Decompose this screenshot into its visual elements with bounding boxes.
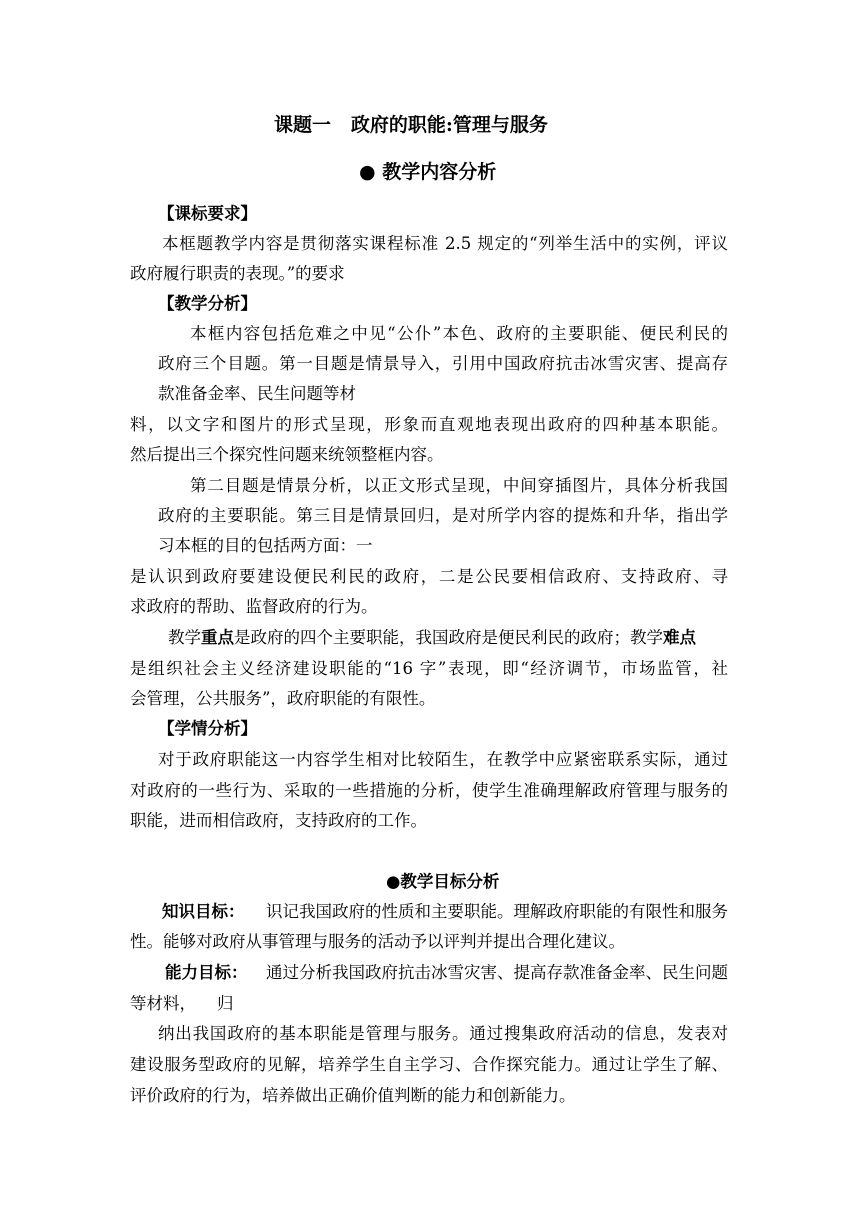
paragraph-line: 政府的主要职能。第三目是情景回归，是对所学内容的提炼和升华，指出学 [158, 506, 728, 525]
paragraph-line: 归 [217, 994, 234, 1013]
ability-objective-label: 能力目标： [165, 963, 248, 982]
paragraph-line: 会管理，公共服务”，政府职能的有限性。 [130, 689, 436, 708]
ability-objective-text: 通过分析我国政府抗击冰雪灾害、提高存款准备金率、民生问题 [266, 963, 728, 982]
paragraph-line: 对于政府职能这一内容学生相对比较陌生，在教学中应紧密联系实际，通过 [158, 750, 728, 769]
paragraph-line: 求政府的帮助、监督政府的行为。 [130, 597, 378, 616]
key-points-text: 是政府的四个主要职能，我国政府是便民利民的政府；教学 [234, 628, 663, 647]
key-points-emphasis: 重点 [201, 628, 234, 647]
paragraph-line: 对政府的一些行为、采取的一些措施的分析，使学生准确理解政府管理与服务的 [130, 781, 728, 800]
section-heading-objectives: ●教学目标分析 [386, 872, 500, 891]
knowledge-objective-line [162, 901, 728, 923]
paragraph-line: 料，以文字和图片的形式呈现，形象而直观地表现出政府的四种基本职能。 [130, 415, 728, 434]
paragraph-line: 第二目题是情景分析，以正文形式呈现，中间穿插图片，具体分析我国 [190, 476, 728, 495]
paragraph-line: 款准备金率、民生问题等材 [158, 384, 356, 403]
section-heading-content-analysis: ● 教学内容分析 [359, 161, 497, 183]
paragraph-line: 习本框的目的包括两方面：一 [158, 536, 373, 555]
heading-teaching-analysis: 【教学分析】 [158, 294, 257, 313]
heading-curriculum-requirements: 【课标要求】 [158, 204, 257, 223]
paragraph-line: 等材料， [130, 994, 196, 1013]
key-points-line [168, 627, 728, 649]
paragraph-line: 纳出我国政府的基本职能是管理与服务。通过搜集政府活动的信息，发表对 [158, 1024, 728, 1043]
knowledge-objective-label: 知识目标： [162, 902, 245, 921]
paragraph-line: 然后提出三个探究性问题来统领整框内容。 [130, 445, 444, 464]
paragraph-line: 本框内容包括危难之中见“公仆”本色、政府的主要职能、便民利民的 [190, 324, 728, 343]
paragraph-line: 本框题教学内容是贯彻落实课程标准 2.5 规定的“列举生活中的实例，评议 [162, 234, 728, 253]
paragraph-line: 职能，进而相信政府，支持政府的工作。 [130, 811, 427, 830]
paragraph-line: 政府三个目题。第一目题是情景导入，引用中国政府抗击冰雪灾害、提高存 [158, 354, 728, 373]
paragraph-line: 政府履行职责的表现。”的要求 [130, 264, 345, 283]
knowledge-objective-text: 识记我国政府的性质和主要职能。理解政府职能的有限性和服务 [266, 902, 728, 921]
heading-student-analysis: 【学情分析】 [158, 719, 257, 738]
document-title: 课题一 政府的职能:管理与服务 [274, 114, 548, 136]
paragraph-line: 是组织社会主义经济建设职能的“16 字”表现，即“经济调节，市场监管，社 [130, 659, 728, 678]
paragraph-line: 建设服务型政府的见解，培养学生自主学习、合作探究能力。通过让学生了解、 [130, 1055, 728, 1074]
ability-objective-line [165, 962, 728, 984]
paragraph-line: 性。能够对政府从事管理与服务的活动予以评判并提出合理化建议。 [130, 932, 625, 951]
key-points-text: 教学 [168, 628, 201, 647]
paragraph-line: 评价政府的行为，培养做出正确价值判断的能力和创新能力。 [130, 1086, 576, 1105]
difficult-points-emphasis: 难点 [663, 628, 696, 647]
paragraph-line: 是认识到政府要建设便民利民的政府，二是公民要相信政府、支持政府、寻 [130, 567, 728, 586]
